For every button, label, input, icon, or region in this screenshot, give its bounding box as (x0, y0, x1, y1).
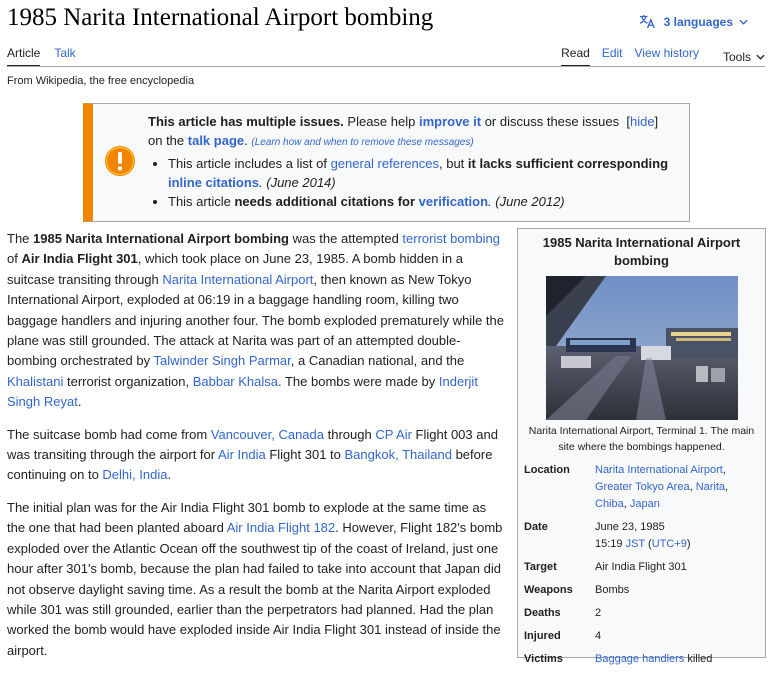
notice-text: or discuss these issues (481, 114, 620, 129)
verification-link[interactable]: verification (418, 194, 489, 209)
chiba-link[interactable]: Chiba (595, 498, 624, 510)
utc-link[interactable]: UTC+9 (651, 538, 687, 550)
learn-how-link[interactable]: (Learn how and when to remove these messages) (251, 137, 474, 148)
tab-view-history[interactable]: View history (634, 46, 699, 60)
infobox-row-victims (518, 648, 765, 671)
cp-air-link[interactable]: CP Air (375, 426, 412, 442)
injured-value: 4 (595, 630, 602, 642)
injured-label: Injured (524, 630, 561, 642)
hide-link[interactable]: hide (629, 114, 655, 129)
paragraph: The 1985 Narita International Airport bombing was the attempted terrorist bombing of Air India Flight 301, which took place on June 23, 1985. A bomb hidden in a suitcase transiting through Narita International Airport, then known as New Tokyo International Airport, exploded at 06:19 in a baggage handling room, killing two baggage handlers and injuring another four. The bomb exploded prematurely while the plane was still grounded. The attack at Narita was part of an attempted double-bombing orchestrated by Talwinder Singh Parmar, a Canadian national, and the Khalistani terrorist organization, Babbar Khalsa. The bombs were made by Inderjit Singh Reyat. (7, 231, 504, 410)
target-value: Air India Flight 301 (595, 561, 687, 573)
tools-menu[interactable] (711, 46, 765, 67)
page-title: 1985 Narita International Airport bombing (7, 4, 434, 31)
improve-link[interactable]: improve it (418, 114, 482, 129)
date-label: Date (524, 521, 548, 533)
infobox-table (518, 459, 765, 671)
victims-text: killed (684, 653, 713, 665)
terrorist-bombing-link[interactable]: terrorist bombing (402, 231, 500, 246)
location-label: Location (524, 464, 570, 476)
time-text: 15:19 (595, 538, 626, 550)
victims-label: Victims (524, 653, 563, 665)
deaths-label: Deaths (524, 607, 561, 619)
bangkok-link[interactable]: Bangkok, Thailand (344, 447, 452, 463)
delhi-link[interactable]: Delhi, India (102, 467, 168, 483)
jst-link[interactable]: JST (625, 538, 645, 550)
tab-edit[interactable]: Edit (601, 46, 623, 60)
inderjit-singh-reyat-link[interactable]: Inderjit Singh Reyat (7, 373, 478, 410)
inline-citations-link[interactable]: inline citations (168, 175, 260, 190)
issue-bold-text: needs additional citations for (234, 194, 419, 209)
location-value: Narita International Airport, Greater Tokyo Area, Narita, Chiba, Japan (595, 464, 729, 510)
warning-icon (104, 145, 136, 177)
hide-toggle[interactable]: [hide] (626, 114, 659, 129)
notice-text: on the (148, 133, 188, 148)
narita-link[interactable]: Narita (695, 481, 726, 493)
infobox-row-weapons (518, 579, 765, 602)
date-text: June 23, 1985 (595, 521, 665, 533)
languages-label: 3 languages (663, 14, 733, 29)
issue-date: . (June 2012) (488, 194, 565, 209)
issues-notice-header: This article has multiple issues. Please help improve it or discuss these issues [hide] on the talk page. (Learn how and when to remove these messages) (148, 114, 659, 148)
notice-text: Please help (343, 114, 419, 129)
date-value: June 23, 1985 15:19 JST (UTC+9) (595, 521, 691, 550)
chevron-down-icon (756, 54, 765, 60)
article-body (7, 229, 507, 673)
languages-button[interactable] (639, 14, 748, 29)
infobox-row-target (518, 556, 765, 579)
site-tagline: From Wikipedia, the free encyclopedia (7, 75, 195, 87)
infobox-caption: Narita International Airport, Terminal 1. The main site where the bombings happened. (528, 425, 755, 453)
baggage-handlers-link[interactable]: Baggage handlers (595, 653, 685, 665)
issue-item (168, 154, 693, 192)
vancouver-link[interactable]: Vancouver, Canada (210, 426, 324, 442)
paragraph: The suitcase bomb had come from Vancouver, Canada through CP Air Flight 003 and was transiting through the airport for Air India Flight 301 to Bangkok, Thailand before continuing on to Delhi, India. (7, 426, 498, 483)
target-label: Target (524, 561, 557, 573)
deaths-value: 2 (595, 607, 602, 619)
talk-page-link[interactable]: talk page (187, 133, 245, 148)
issue-date: . (June 2014) (259, 175, 336, 190)
flight-301-bold: Air India Flight 301 (21, 251, 138, 267)
khalistani-link[interactable]: Khalistani (7, 373, 64, 389)
terminal-photo[interactable] (546, 276, 738, 420)
greater-tokyo-link[interactable]: Greater Tokyo Area (595, 481, 690, 493)
narita-airport-link[interactable]: Narita International Airport (162, 271, 314, 287)
issue-text: This article (168, 194, 235, 209)
translate-icon (639, 14, 656, 29)
flight-182-link[interactable]: Air India Flight 182 (226, 520, 336, 536)
article-subject: 1985 Narita International Airport bombing (33, 231, 289, 246)
babbar-khalsa-link[interactable]: Babbar Khalsa (192, 373, 278, 389)
tab-talk[interactable]: Talk (54, 46, 76, 60)
japan-link[interactable]: Japan (629, 498, 660, 510)
issues-notice-text (148, 112, 693, 211)
infobox-row-location (518, 459, 765, 516)
issues-list (148, 154, 693, 211)
issues-notice-box (83, 103, 690, 222)
infobox-row-date (518, 516, 765, 556)
general-references-link[interactable]: general references (330, 156, 439, 171)
victims-value (589, 648, 765, 671)
chevron-down-icon (739, 19, 748, 25)
infobox (517, 228, 766, 665)
issues-heading: This article has multiple issues. (148, 114, 344, 129)
header-divider (7, 66, 765, 67)
tab-read[interactable]: Read (561, 46, 590, 67)
tools-label: Tools (722, 49, 751, 64)
issue-text: This article includes a list of (168, 156, 331, 171)
issue-item (168, 192, 693, 211)
infobox-title: 1985 Narita International Airport bombing (542, 235, 741, 268)
issue-bold-text: it lacks sufficient corresponding (467, 156, 669, 171)
tab-article[interactable]: Article (7, 46, 40, 67)
air-india-link[interactable]: Air India (218, 447, 266, 463)
weapons-label: Weapons (524, 584, 573, 596)
weapons-value: Bombs (595, 584, 630, 596)
talwinder-singh-parmar-link[interactable]: Talwinder Singh Parmar (153, 353, 291, 369)
paragraph: The initial plan was for the Air India Flight 301 bomb to explode at the same time as the one that had been planted aboard Air India Flight 182. However, Flight 182's bomb exploded over the Atlantic Ocean off the southwest tip of the coast of Ireland, just one hour after 301's bomb, because the plan had failed to take into account that Japan did not observe daylight saving time. As a result the bomb at the Narita Airport exploded while 301 was still grounded, earlier than the perpetrators had planned. Had the plan worked the bomb would have exploded inside Air India Flight 301 instead of inside the airport. (7, 499, 503, 658)
infobox-row-deaths (518, 602, 765, 625)
issue-text: , but (438, 156, 468, 171)
narita-airport-link[interactable]: Narita International Airport (595, 464, 723, 476)
